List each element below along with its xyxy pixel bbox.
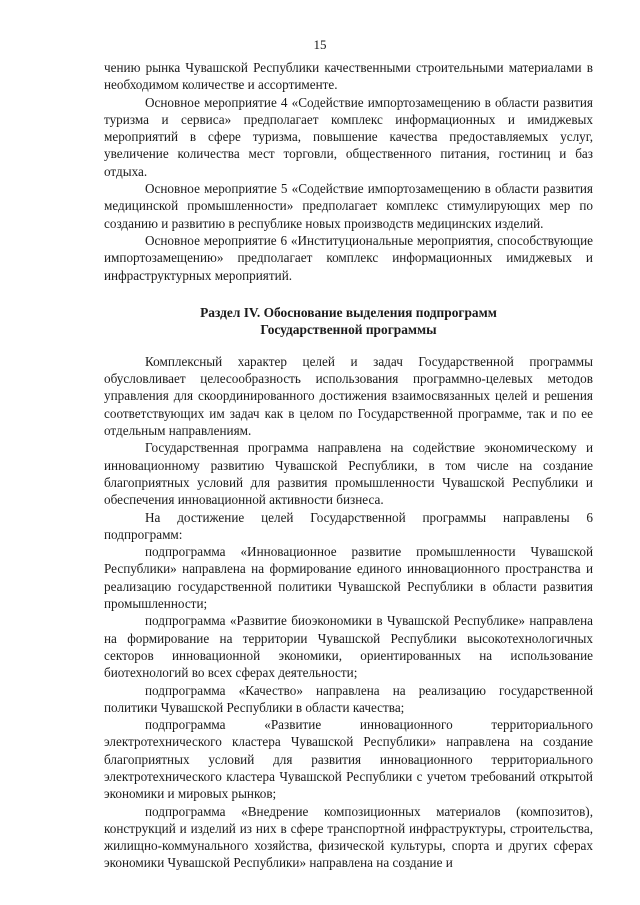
page-content <box>104 59 593 872</box>
paragraph-activity-5: Основное мероприятие 5 «Содействие импортозамещению в области развития медицинской промышленности» предполагает комплекс стимулирующих мер по созданию и развитию в республике новых производств медицинских изделий. <box>104 181 593 231</box>
subprogram-item-quality: подпрограмма «Качество» направлена на реализацию государственной политики Чувашской Республики в области качества; <box>104 682 593 715</box>
paragraph-program-direction: Государственная программа направлена на содействие экономическому и инновационному развитию Чувашской Республики, в том числе на создание благоприятных условий для развития промышленности Чувашской Республики и обеспечения инновационной активности бизнеса. <box>104 440 593 508</box>
section-heading-line-1: Раздел IV. Обоснование выделения подпрограмм <box>200 304 497 320</box>
paragraph-subprograms-intro: На достижение целей Государственной программы направлены 6 подпрограмм: <box>104 509 593 542</box>
paragraph-continuation: чению рынка Чувашской Республики качественными строительными материалами в необходимом количестве и ассортименте. <box>104 60 593 93</box>
page-number: 15 <box>313 37 327 52</box>
subprogram-item-composites: подпрограмма «Внедрение композиционных материалов (композитов), конструкций и изделий из них в сфере транспортной инфраструктуры, строительства, жилищно-коммунального хозяйства, физической культуры, спорта и других сферах экономики Чувашской Республики» направлена на создание и <box>104 803 593 871</box>
section-heading-line-2: Государственной программы <box>260 322 437 338</box>
paragraph-activity-6: Основное мероприятие 6 «Институциональные мероприятия, способствующие импортозамещению» предполагает комплекс информационных имиджевых и инфраструктурных мероприятий. <box>104 232 593 283</box>
paragraph-complex-character: Комплексный характер целей и задач Государственной программы обусловливает целесообразность использования программно-целевых методов управления для скоординированного достижения взаимосвязанных целей и решения соответствующих им задач как в целом по Государственной программе, так и по ее отдельным направлениям. <box>104 353 593 439</box>
subprogram-item-bioeconomy: подпрограмма «Развитие биоэкономики в Чувашской Республике» направлена на формирование на территории Чувашской Республики высокотехнологичных секторов инновационной экономики, ориентированных на использование биотехнологий во всех сферах деятельности; <box>104 613 593 681</box>
subprogram-item-electrotech-cluster: подпрограмма «Развитие инновационного территориального электротехнического кластера Чувашской Республики» направлена на создание благоприятных условий для развития инновационного территориального электротехнического кластера Чувашской Республики с учетом требований открытой экономики и мировых рынков; <box>104 717 593 802</box>
paragraph-activity-4: Основное мероприятие 4 «Содействие импортозамещению в области развития туризма и сервиса» предполагает комплекс информационных и имиджевых мероприятий в сфере туризма, повышение качества предоставляемых услуг, увеличение количества мест торговли, общественного питания, гостиниц и баз отдыха. <box>104 94 593 179</box>
subprogram-item-industry: подпрограмма «Инновационное развитие промышленности Чувашской Республики» направлена на формирование единого инновационного пространства и реализацию государственной политики Чувашской Республики в области развития промышленности; <box>104 544 593 612</box>
section-heading <box>104 304 593 339</box>
